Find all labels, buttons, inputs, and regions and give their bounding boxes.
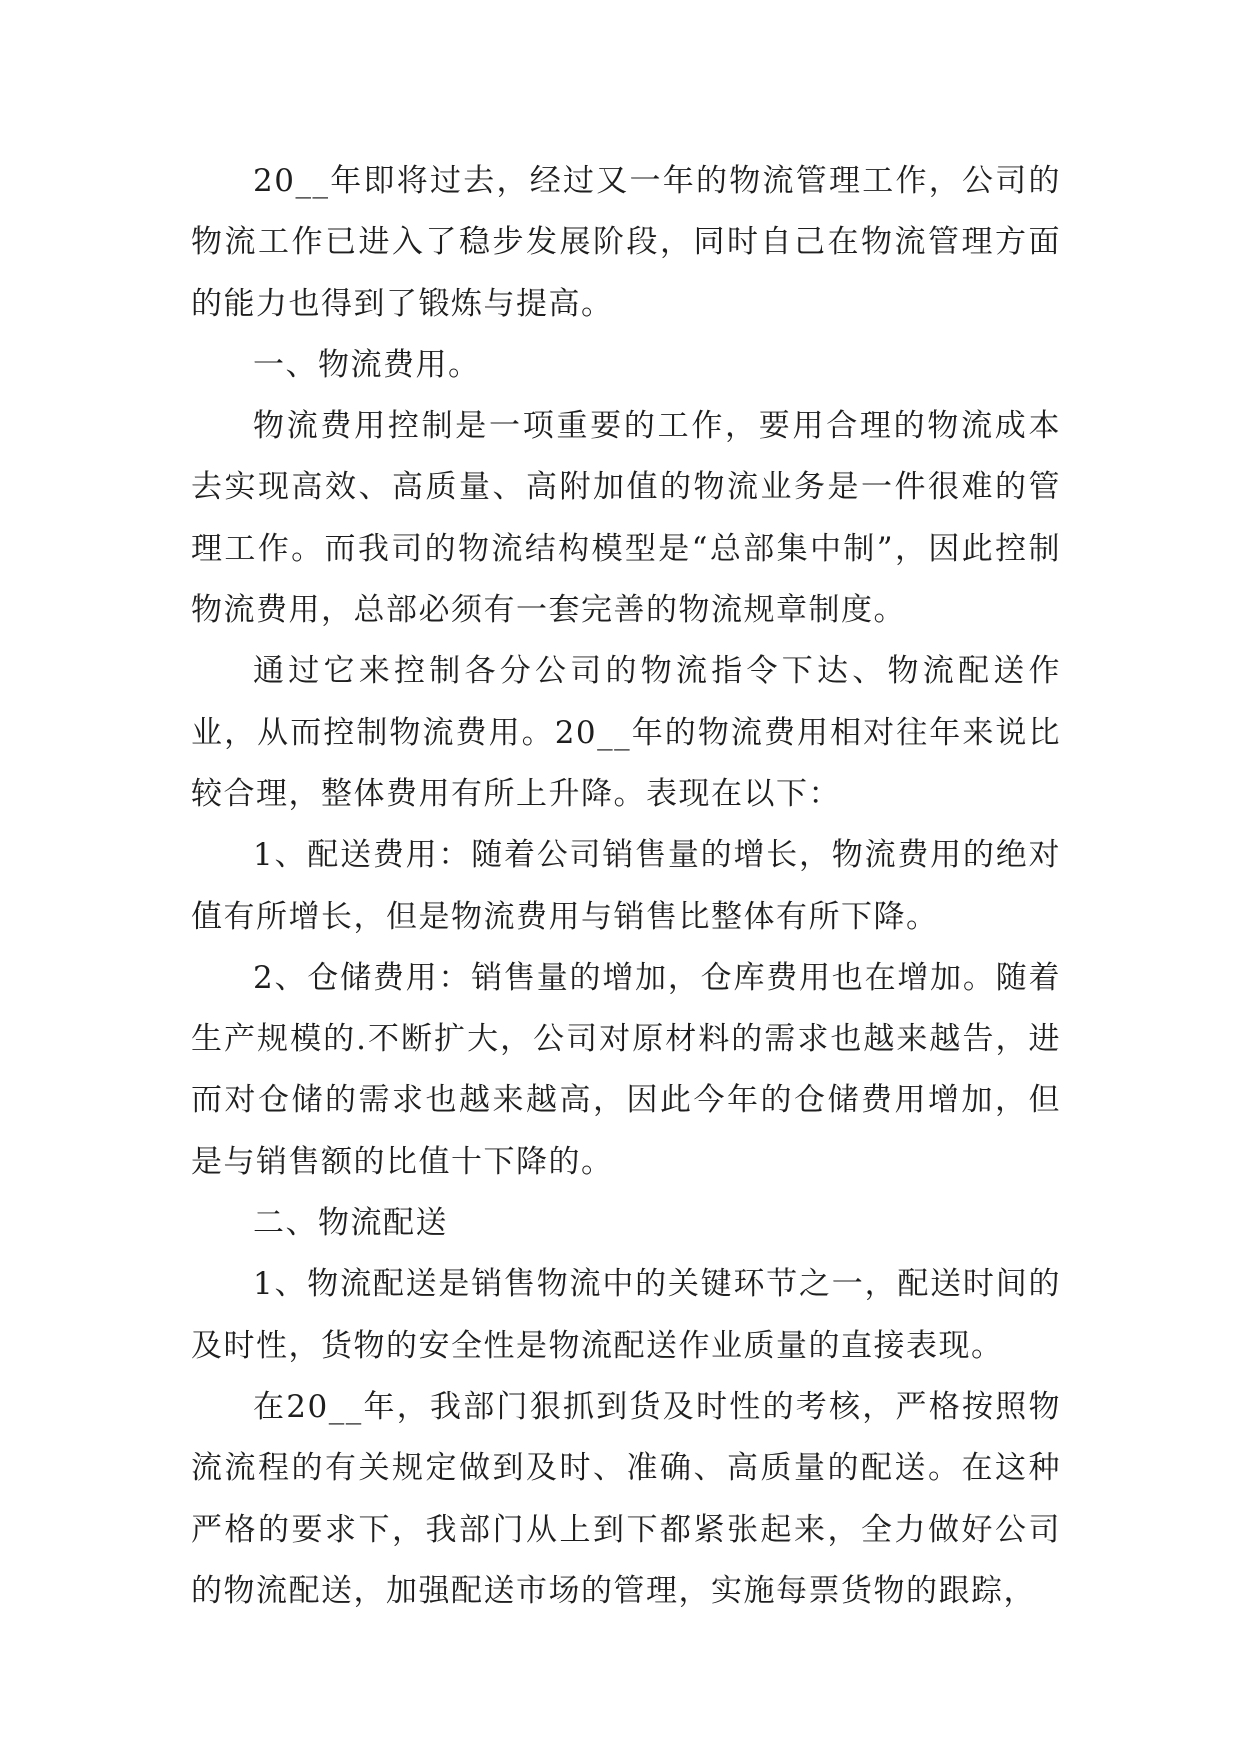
section-heading-logistics-delivery: 二、物流配送 (253, 1205, 448, 1242)
paragraph-cost-control: 物流费用控制是一项重要的工作，要用合理的物流成本去实现高效、高质量、高附加值的物流业务是一件很难的管理工作。而我司的物流结构模型是“总部集中制”，因此控制物流费用，总部必须有一套完善的物流规章制度。 (191, 408, 1061, 629)
document-body (191, 151, 1061, 1622)
paragraph-intro: 20__年即将过去，经过又一年的物流管理工作，公司的物流工作已进入了稳步发展阶段，同时自己在物流管理方面的能力也得到了锻炼与提高。 (191, 163, 1061, 322)
paragraph-delivery-assessment: 在20__年，我部门狠抓到货及时性的考核，严格按照物流流程的有关规定做到及时、准确、高质量的配送。在这种严格的要求下，我部门从上到下都紧张起来，全力做好公司的物流配送，加强配送市场的管理，实施每票货物的跟踪， (191, 1388, 1061, 1609)
paragraph-delivery-cost: 1、配送费用：随着公司销售量的增长，物流费用的绝对值有所增长，但是物流费用与销售比整体有所下降。 (191, 837, 1061, 935)
paragraph-delivery-key: 1、物流配送是销售物流中的关键环节之一，配送时间的及时性，货物的安全性是物流配送作业质量的直接表现。 (191, 1266, 1061, 1364)
paragraph-storage-cost: 2、仓储费用：销售量的增加，仓库费用也在增加。随着生产规模的.不断扩大，公司对原材料的需求也越来越告，进而对仓储的需求也越来越高，因此今年的仓储费用增加，但是与销售额的比值十下降的。 (191, 959, 1061, 1180)
section-heading-logistics-cost: 一、物流费用。 (253, 346, 481, 383)
paragraph-cost-result: 通过它来控制各分公司的物流指令下达、物流配送作业，从而控制物流费用。20__年的物流费用相对往年来说比较合理，整体费用有所上升降。表现在以下： (191, 653, 1061, 812)
